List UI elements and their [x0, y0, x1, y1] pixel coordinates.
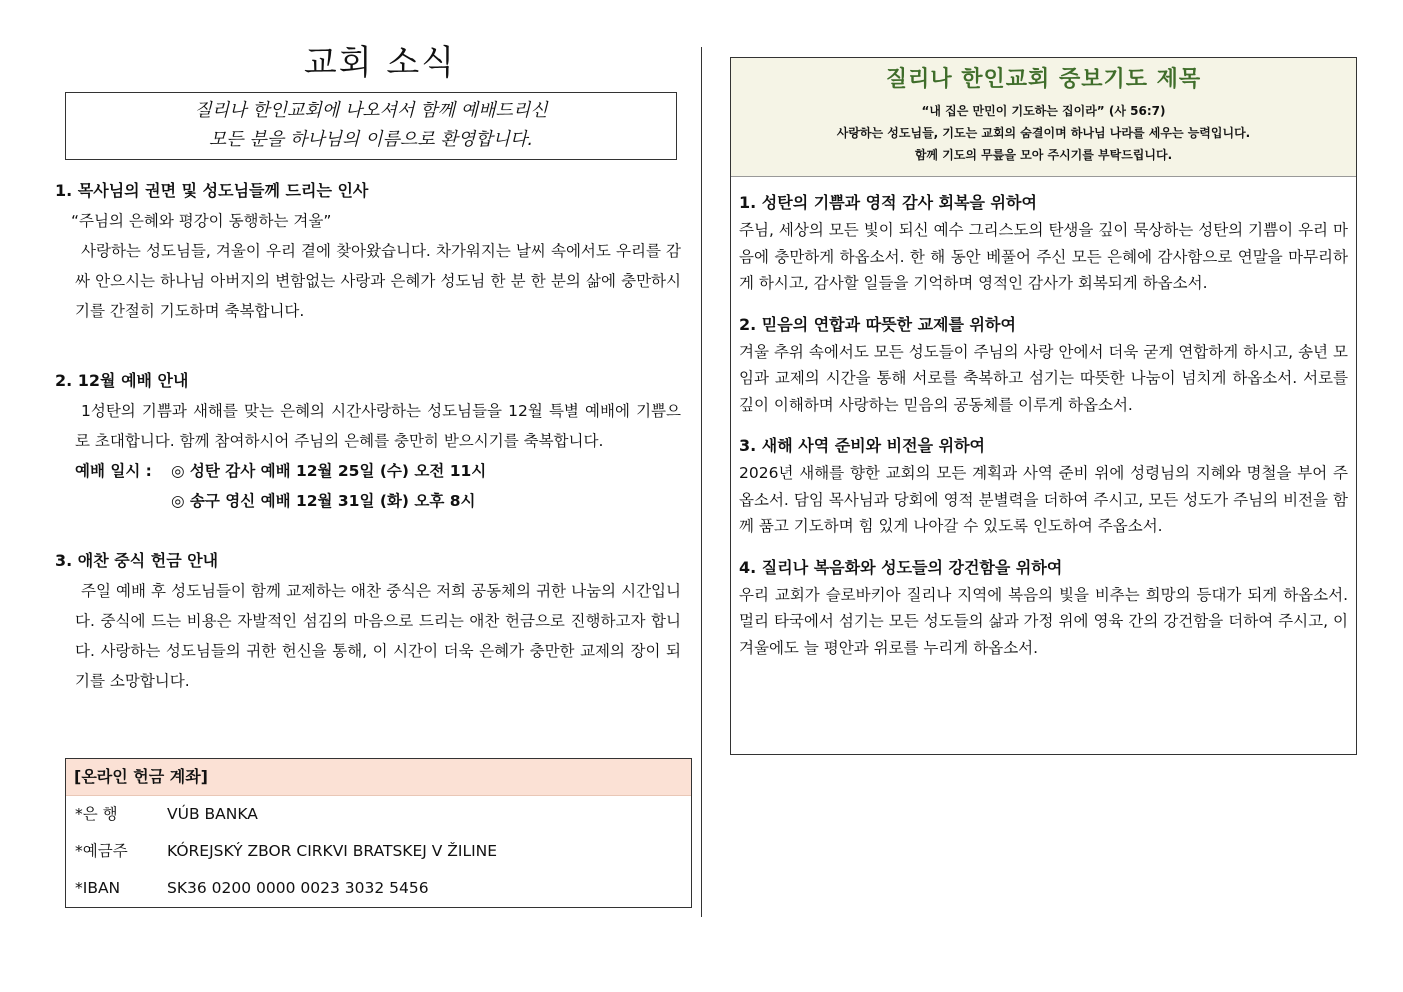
church-news-column — [55, 38, 695, 696]
prayer-item — [739, 432, 1348, 540]
section-body: 1성탄의 기쁨과 새해를 맞는 은혜의 시간사랑하는 성도님들을 12월 특별 예배에 기쁨으로 초대합니다. 함께 참여하시어 주님의 은혜를 충만히 받으시기를 축복합니다. — [75, 402, 681, 450]
account-row-holder — [66, 833, 691, 870]
prayer-item-title: 4. 질리나 복음화와 성도들의 강건함을 위하여 — [739, 557, 1063, 577]
account-key: *예금주 — [75, 842, 128, 860]
section-title: 1. 목사님의 권면 및 성도님들께 드리는 인사 — [55, 181, 369, 200]
section-body: 사랑하는 성도님들, 겨울이 우리 곁에 찾아왔습니다. 차가워지는 날씨 속에서도 우리를 감싸 안으시는 하나님 아버지의 변함없는 사랑과 은혜가 성도님 한 분 한 분의 삶에 충만하시기를 간절히 기도하며 축복합니다. — [75, 242, 681, 320]
prayer-header — [731, 58, 1356, 177]
service-2: ◎ 송구 영신 예배 12월 31일 (화) 오후 8시 — [171, 492, 476, 510]
news-section-3 — [55, 546, 695, 696]
prayer-title: 질리나 한인교회 중보기도 제목 — [885, 67, 1202, 92]
prayer-item — [739, 189, 1348, 297]
prayer-item-text: 겨울 추위 속에서도 모든 성도들이 주님의 사랑 안에서 더욱 굳게 연합하게 하시고, 송년 모임과 교제의 시간을 통해 서로를 축복하고 섬기는 따뜻한 나눔이 넘치게 하옵소서. 서로를 깊이 이해하며 사랑하는 믿음의 공동체를 이루게 하옵소서. — [739, 342, 1348, 414]
prayer-intro-1: 사랑하는 성도님들, 기도는 교회의 숨결이며 하나님 나라를 세우는 능력입니다. — [836, 126, 1251, 140]
prayer-item-title: 2. 믿음의 연합과 따뜻한 교제를 위하여 — [739, 314, 1016, 334]
service-1: ◎ 성탄 감사 예배 12월 25일 (수) 오전 11시 — [171, 462, 487, 480]
prayer-item-text: 주님, 세상의 모든 빛이 되신 예수 그리스도의 탄생을 깊이 묵상하는 성탄의 기쁨이 우리 마음에 충만하게 하옵소서. 한 해 동안 베풀어 주신 모든 은혜에 감사함으로 연말을 마무리하게 하시고, 감사할 일들을 기억하며 영적인 감사가 회복되게 하옵소서. — [739, 221, 1348, 292]
account-row-bank — [66, 796, 691, 833]
welcome-line-1: 질리나 한인교회에 나오셔서 함께 예배드리신 — [194, 100, 548, 121]
page-title: 교회 소식 — [303, 43, 457, 83]
account-key: *은 행 — [75, 805, 118, 823]
section-title: 3. 애찬 중식 헌금 안내 — [55, 551, 219, 570]
section-title: 2. 12월 예배 안내 — [55, 371, 189, 390]
prayer-item — [739, 554, 1348, 662]
prayer-list — [731, 177, 1356, 661]
news-section-1 — [55, 176, 695, 326]
section-body: 주일 예배 후 성도님들이 함께 교제하는 애찬 중식은 저희 공동체의 귀한 나눔의 시간입니다. 중식에 드는 비용은 자발적인 섬김의 마음으로 드리는 애찬 헌금으로 진행하고자 합니다. 사랑하는 성도님들의 귀한 헌신을 통해, 이 시간이 더욱 은혜가 충만한 교제의 장이 되기를 소망합니다. — [75, 582, 681, 690]
online-offering-account-box — [65, 758, 692, 908]
service-time-1 — [55, 456, 695, 486]
service-label: 예배 일시 : — [75, 462, 152, 480]
prayer-item-text: 2026년 새해를 향한 교회의 모든 계획과 사역 준비 위에 성령님의 지혜와 명철을 부어 주옵소서. 담임 목사님과 당회에 영적 분별력을 더하여 주시고, 모든 성도가 주님의 비전을 함께 품고 기도하며 힘 있게 나아갈 수 있도록 인도하여 주옵소서. — [739, 464, 1348, 535]
prayer-item-title: 1. 성탄의 기쁨과 영적 감사 회복을 위하여 — [739, 193, 1037, 212]
prayer-item-title: 3. 새해 사역 준비와 비전을 위하여 — [739, 436, 985, 455]
section-quote: “주님의 은혜와 평강이 동행하는 겨울” — [71, 212, 332, 230]
account-row-iban — [66, 870, 691, 907]
account-header: [온라인 헌금 계좌] — [66, 759, 691, 796]
news-section-2 — [55, 366, 695, 516]
account-value: SK36 0200 0000 0023 3032 5456 — [167, 879, 429, 897]
account-key: *IBAN — [75, 879, 121, 897]
column-divider — [701, 47, 702, 917]
prayer-item — [739, 311, 1348, 419]
prayer-topics-box — [730, 57, 1357, 755]
prayer-intro-2: 함께 기도의 무릎을 모아 주시기를 부탁드립니다. — [914, 148, 1173, 162]
account-value: KÓREJSKÝ ZBOR CIRKVI BRATSKEJ V ŽILINE — [167, 842, 498, 860]
welcome-line-2: 모든 분을 하나님의 이름으로 환영합니다. — [208, 129, 534, 150]
account-value: VÚB BANKA — [167, 805, 258, 823]
prayer-verse: “내 집은 만민이 기도하는 집이라” (사 56:7) — [921, 104, 1166, 118]
welcome-box — [65, 92, 677, 160]
prayer-item-text: 우리 교회가 슬로바키아 질리나 지역에 복음의 빛을 비추는 희망의 등대가 되게 하옵소서. 멀리 타국에서 섬기는 모든 성도들의 삶과 가정 위에 영육 간의 강건함을 더하여 주시고, 이 겨울에도 늘 평안과 위로를 누리게 하옵소서. — [739, 585, 1348, 657]
